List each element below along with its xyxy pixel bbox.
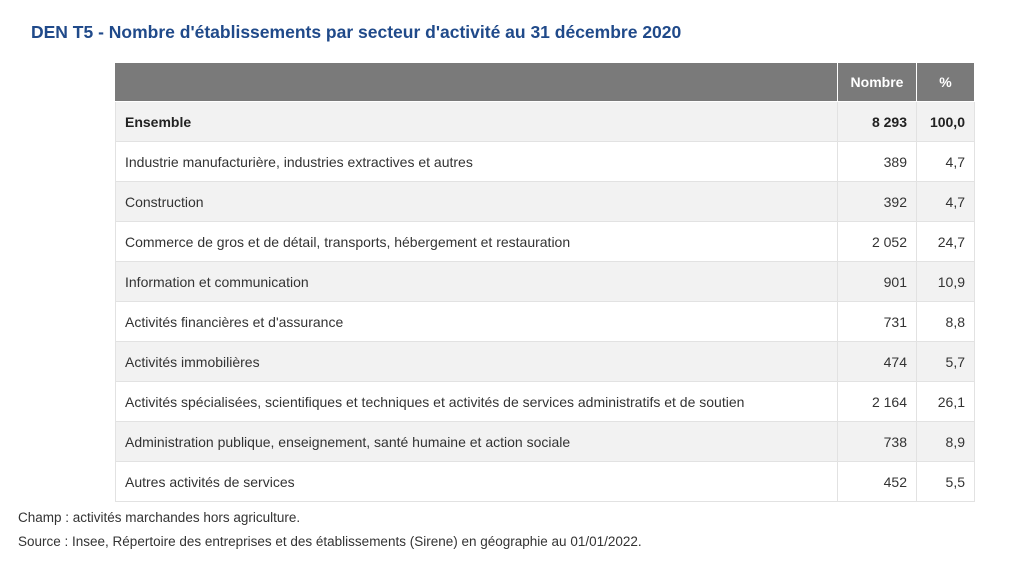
row-nombre: 392	[838, 182, 917, 222]
header-nombre: Nombre	[838, 63, 917, 102]
source-note: Source : Insee, Répertoire des entreprises et des établissements (Sirene) en géographie au 01/01/2022.	[18, 534, 642, 549]
row-label: Construction	[116, 182, 838, 222]
row-label: Commerce de gros et de détail, transports, hébergement et restauration	[116, 222, 838, 262]
row-percent: 8,8	[917, 302, 975, 342]
row-percent: 5,7	[917, 342, 975, 382]
row-label: Ensemble	[116, 102, 838, 142]
table-row	[116, 262, 975, 302]
table-row	[116, 342, 975, 382]
row-percent: 100,0	[917, 102, 975, 142]
table-row	[116, 222, 975, 262]
data-table	[115, 62, 975, 502]
table-row	[116, 422, 975, 462]
row-nombre: 2 164	[838, 382, 917, 422]
row-percent: 4,7	[917, 182, 975, 222]
table-row	[116, 462, 975, 502]
table-row	[116, 302, 975, 342]
row-nombre: 738	[838, 422, 917, 462]
champ-note: Champ : activités marchandes hors agriculture.	[18, 510, 301, 525]
table-title: DEN T5 - Nombre d'établissements par secteur d'activité au 31 décembre 2020	[31, 22, 682, 42]
row-nombre: 389	[838, 142, 917, 182]
row-percent: 8,9	[917, 422, 975, 462]
table-row	[116, 182, 975, 222]
table-row-total	[116, 102, 975, 142]
row-label: Activités financières et d'assurance	[116, 302, 838, 342]
row-nombre: 8 293	[838, 102, 917, 142]
table-row	[116, 142, 975, 182]
row-percent: 10,9	[917, 262, 975, 302]
row-percent: 5,5	[917, 462, 975, 502]
header-label-cell	[116, 63, 838, 102]
header-percent: %	[917, 63, 975, 102]
table-notes	[18, 506, 642, 554]
row-label: Information et communication	[116, 262, 838, 302]
row-percent: 26,1	[917, 382, 975, 422]
row-label: Autres activités de services	[116, 462, 838, 502]
row-nombre: 2 052	[838, 222, 917, 262]
row-label: Industrie manufacturière, industries extractives et autres	[116, 142, 838, 182]
row-nombre: 452	[838, 462, 917, 502]
row-label: Administration publique, enseignement, santé humaine et action sociale	[116, 422, 838, 462]
table-header-row	[116, 63, 975, 102]
table-row	[116, 382, 975, 422]
row-nombre: 474	[838, 342, 917, 382]
row-percent: 4,7	[917, 142, 975, 182]
row-label: Activités immobilières	[116, 342, 838, 382]
row-percent: 24,7	[917, 222, 975, 262]
row-label: Activités spécialisées, scientifiques et techniques et activités de services administratifs et de soutien	[116, 382, 838, 422]
row-nombre: 731	[838, 302, 917, 342]
row-nombre: 901	[838, 262, 917, 302]
